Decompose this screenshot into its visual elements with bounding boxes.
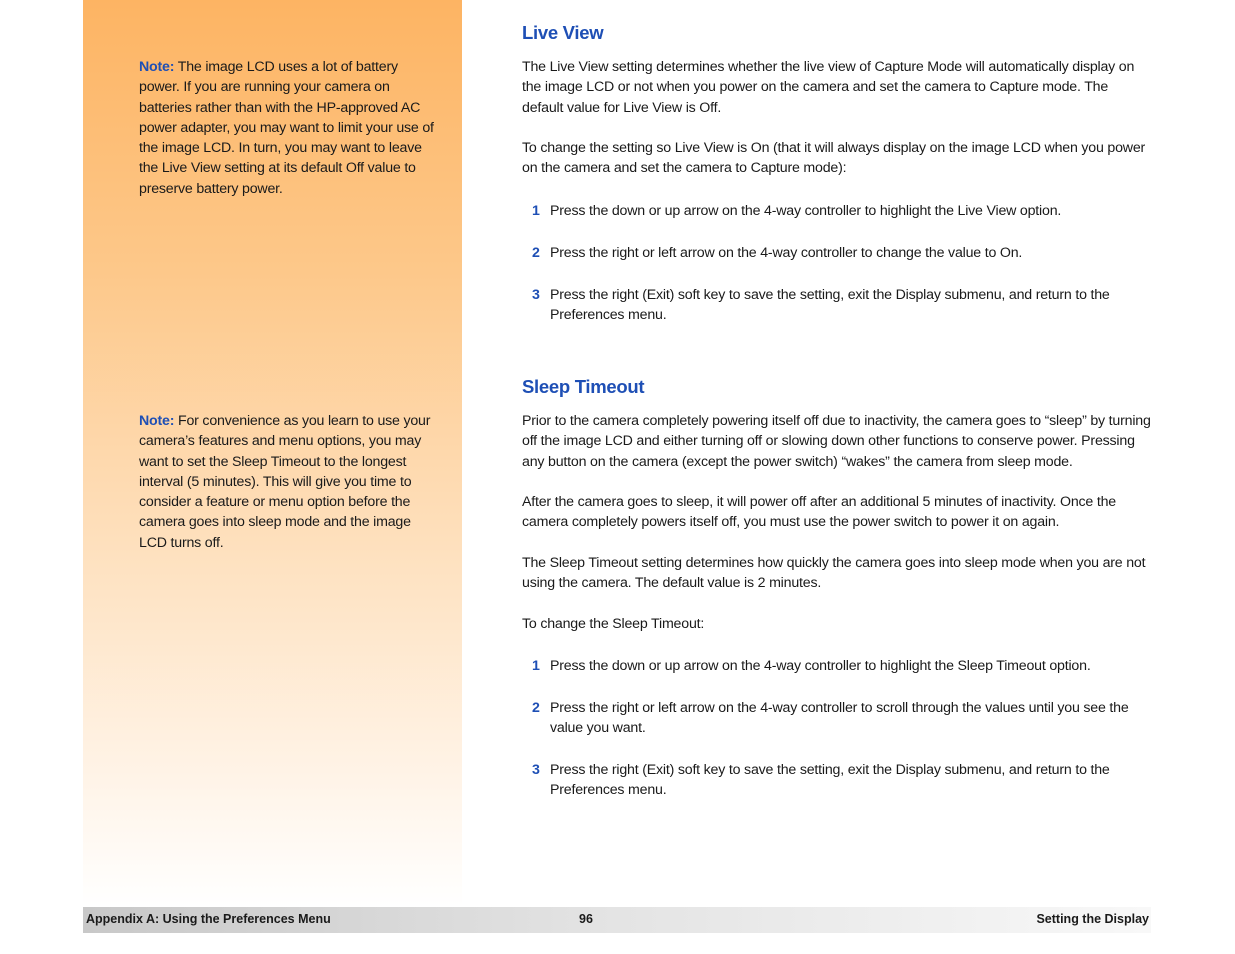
note-battery — [139, 57, 439, 199]
live-view-heading: Live View — [522, 22, 604, 43]
sleep-timeout-heading: Sleep Timeout — [522, 376, 645, 397]
step-text: Press the right (Exit) soft key to save the setting, exit the Display submenu, and return to the Preferences menu. — [550, 762, 1110, 799]
footer-section: Setting the Display — [1036, 912, 1149, 926]
step-text: Press the right (Exit) soft key to save the setting, exit the Display submenu, and return to the Preferences menu. — [550, 287, 1110, 324]
live-view-para-1: The Live View setting determines whether the live view of Capture Mode will automatically display on the image LCD or not when you power on the camera and set the camera to Capture mode. The default value for Live View is Off. — [522, 59, 1135, 116]
note-sleep-timeout — [139, 411, 439, 553]
sleep-timeout-para-1: Prior to the camera completely powering itself off due to inactivity, the camera goes to “sleep” by turning off the image LCD and either turning off or slowing down other functions to conserve power. Pressing any button on the camera (except the power switch) “wakes” the camera from sleep mode. — [522, 413, 1151, 470]
sleep-timeout-para-2: After the camera goes to sleep, it will power off after an additional 5 minutes of inactivity. Once the camera completely powers itself off, you must use the power switch to power it on again. — [522, 494, 1116, 531]
step-text: Press the down or up arrow on the 4-way controller to highlight the Sleep Timeout option. — [550, 658, 1091, 674]
footer-chapter: Appendix A: Using the Preferences Menu — [86, 912, 331, 926]
note-text: For convenience as you learn to use your camera’s features and menu options, you may want to set the Sleep Timeout to the longest interval (5 minutes). This will give you time to consider a feature or menu option before the camera goes into sleep mode and the image LCD turns off. — [139, 413, 431, 551]
note-label: Note: — [139, 413, 175, 429]
sleep-timeout-para-3: The Sleep Timeout setting determines how quickly the camera goes into sleep mode when you are not using the camera. The default value is 2 minutes. — [522, 555, 1146, 592]
step-number: 1 — [532, 203, 540, 219]
page-footer — [83, 907, 1151, 933]
step-text: Press the right or left arrow on the 4-way controller to change the value to On. — [550, 245, 1023, 261]
step-number: 1 — [532, 658, 540, 674]
footer-page-number: 96 — [579, 912, 593, 926]
step-number: 3 — [532, 287, 540, 303]
live-view-para-2: To change the setting so Live View is On (that it will always display on the image LCD when you power on the camera and set the camera to Capture mode): — [522, 140, 1146, 177]
step-text: Press the right or left arrow on the 4-way controller to scroll through the values until you see the value you want. — [550, 700, 1129, 737]
note-text: The image LCD uses a lot of battery power. If you are running your camera on batteries rather than with the HP-approved AC power adapter, you may want to limit your use of the image LCD. In turn, you may want to leave the Live View setting at its default Off value to preserve battery power. — [139, 59, 434, 197]
step-text: Press the down or up arrow on the 4-way controller to highlight the Live View option. — [550, 203, 1062, 219]
step-number: 2 — [532, 245, 540, 261]
step-number: 3 — [532, 762, 540, 778]
note-label: Note: — [139, 59, 175, 75]
step-number: 2 — [532, 700, 540, 716]
sleep-timeout-para-4: To change the Sleep Timeout: — [522, 616, 705, 632]
